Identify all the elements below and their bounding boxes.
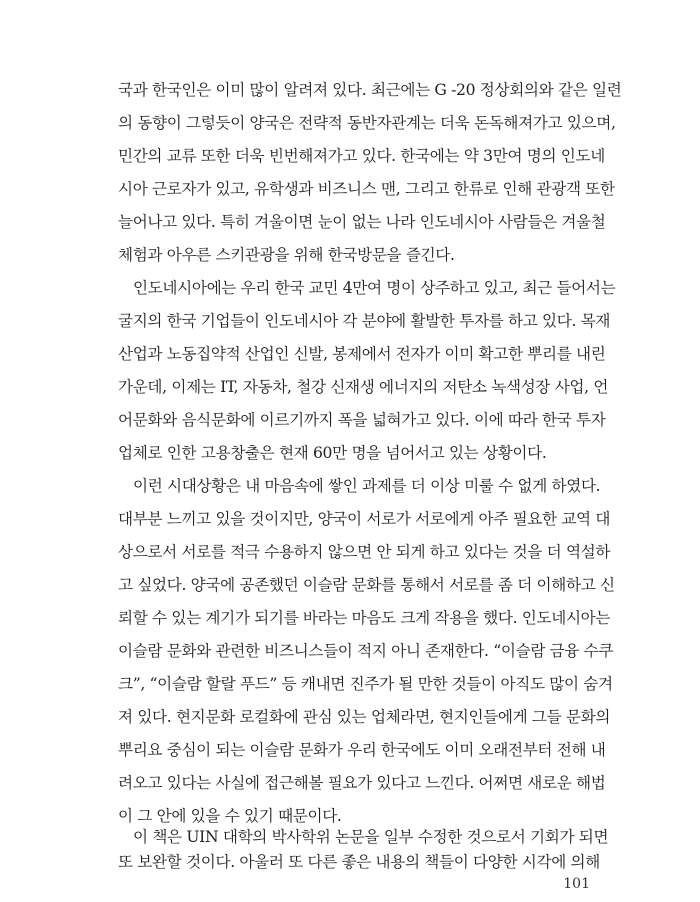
body-line-24: 이 책은 UIN 대학의 박사학위 논문을 일부 수정한 것으로서 기회가 되면 (133, 828, 609, 846)
body-line-13: 이런 시대상황은 내 마음속에 쌓인 과제를 더 이상 미룰 수 없게 하였다. (133, 477, 601, 495)
body-line-22: 려오고 있다는 사실에 접근해볼 필요가 있다고 느낀다. 어쩌면 새로운 해법 (118, 774, 606, 792)
body-line-7: 인도네시아에는 우리 한국 교민 4만여 명이 상주하고 있고, 최근 들어서는 (133, 279, 616, 297)
body-line-3: 민간의 교류 또한 더욱 빈번해져가고 있다. 한국에는 약 3만여 명의 인도네 (118, 147, 605, 165)
body-line-11: 어문화와 음식문화에 이르기까지 폭을 넓혀가고 있다. 이에 따라 한국 투자 (118, 411, 606, 429)
body-line-1: 국과 한국인은 이미 많이 알려져 있다. 최근에는 G -20 정상회의와 같은 일련 (118, 81, 622, 99)
body-line-15: 상으로서 서로를 적극 수용하지 않으면 안 되게 하고 있다는 것을 더 역설하 (118, 543, 611, 561)
body-line-14: 대부분 느끼고 있을 것이지만, 양국이 서로가 서로에게 아주 필요한 교역 대 (118, 510, 611, 528)
body-line-20: 져 있다. 현지문화 로컬화에 관심 있는 업체라면, 현지인들에게 그들 문화의 (118, 708, 611, 726)
body-line-18: 이슬람 문화와 관련한 비즈니스들이 적지 아니 존재한다. “이슬람 금융 수쿠 (118, 642, 614, 660)
body-line-21: 뿌리요 중심이 되는 이슬람 문화가 우리 한국에도 이미 오래전부터 전해 내 (118, 741, 606, 759)
body-line-19: 크”, “이슬람 할랄 푸드” 등 캐내면 진주가 될 만한 것들이 아직도 많이 숨겨 (118, 675, 613, 693)
body-line-23: 이 그 안에 있을 수 있기 때문이다. (118, 807, 342, 825)
body-line-25: 또 보완할 것이다. 아울러 또 다른 좋은 내용의 책들이 다양한 시각에 의해 (118, 853, 600, 871)
page-number: 101 (563, 876, 590, 892)
body-line-10: 가운데, 이제는 IT, 자동차, 철강 신재생 에너지의 저탄소 녹색성장 사업, 언 (118, 378, 609, 396)
body-line-5: 늘어나고 있다. 특히 겨울이면 눈이 없는 나라 인도네시아 사람들은 겨울철 (118, 213, 606, 231)
body-line-6: 체험과 아우른 스키관광을 위해 한국방문을 즐긴다. (118, 246, 455, 264)
body-line-16: 고 싶었다. 양국에 공존했던 이슬람 문화를 통해서 서로를 좀 더 이해하고 신 (118, 576, 615, 594)
body-line-17: 뢰할 수 있는 계기가 되기를 바라는 마음도 크게 작용을 했다. 인도네시아는 (118, 609, 611, 627)
body-line-4: 시아 근로자가 있고, 유학생과 비즈니스 맨, 그리고 한류로 인해 관광객 또한 (118, 180, 615, 198)
body-line-9: 산업과 노동집약적 산업인 신발, 봉제에서 전자가 이미 확고한 뿌리를 내린 (118, 345, 606, 363)
body-line-12: 업체로 인한 고용창출은 현재 60만 명을 넘어서고 있는 상황이다. (118, 444, 547, 462)
body-line-8: 굴지의 한국 기업들이 인도네시아 각 분야에 활발한 투자를 하고 있다. 목재 (118, 312, 611, 330)
body-line-2: 의 동향이 그렇듯이 양국은 전략적 동반자관계는 더욱 돈독해져가고 있으며, (118, 114, 616, 132)
